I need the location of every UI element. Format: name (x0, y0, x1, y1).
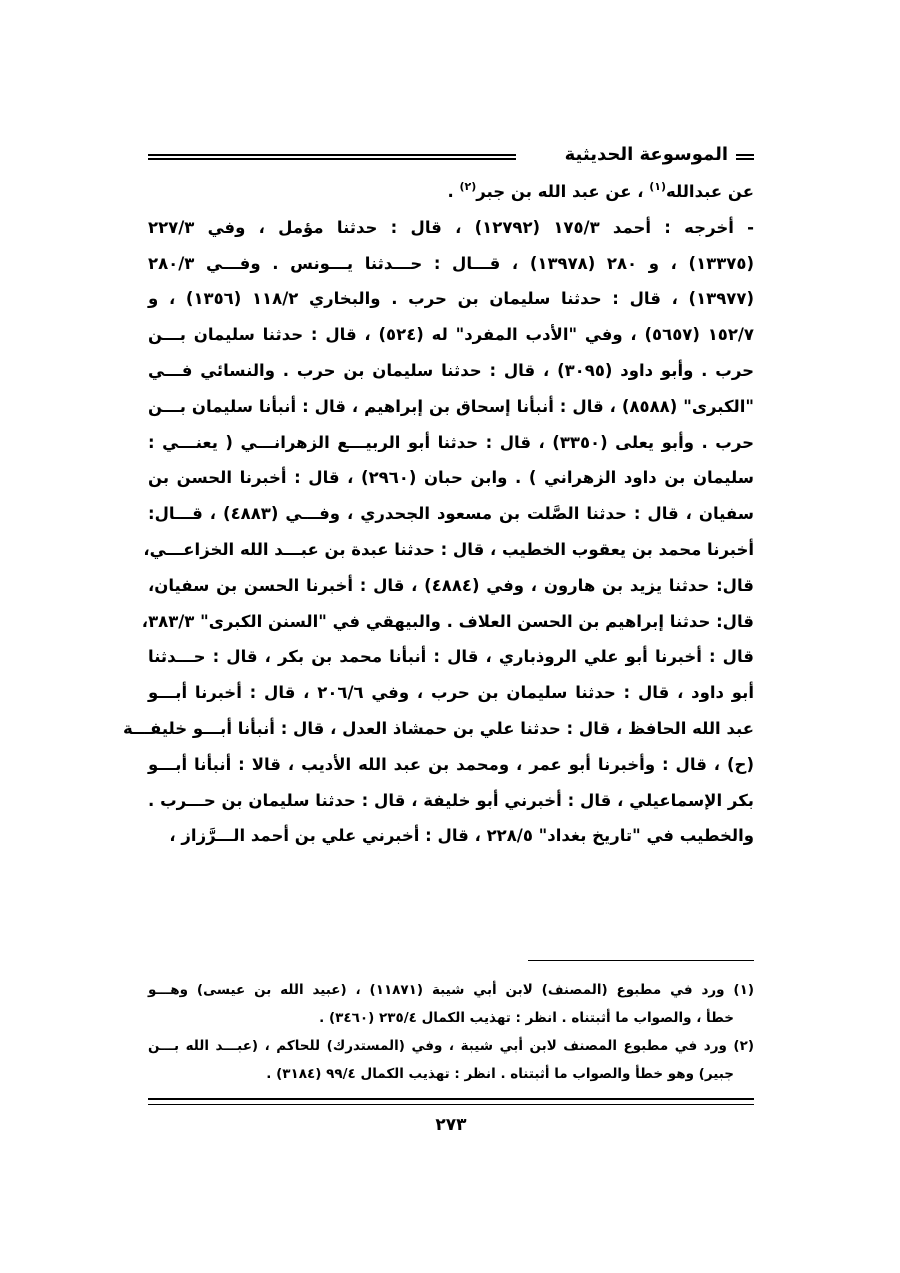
text-line (148, 174, 754, 210)
text-line: أبو داود ، قال : حدثنا سليمان بن حرب ، وفي ٢٠٦/٦ ، قال : أخبرنا أبـــو (148, 683, 754, 703)
header-title: الموسوعة الحديثية (564, 144, 728, 165)
footnotes (148, 976, 754, 1088)
footnote-ref[interactable]: (١) (649, 180, 666, 193)
text-line: "الكبرى" (٨٥٨٨) ، قال : أنبأنا إسحاق بن إبراهيم ، قال : أنبأنا سليمان بـــن (148, 396, 754, 416)
book-page (123, 140, 754, 1160)
header-rule-left (148, 154, 516, 160)
text-line: والخطيب في "تاريخ بغداد" ٢٢٨/٥ ، قال : أخبرني علي بن أحمد الـــرَّزاز ، (169, 826, 754, 846)
text-line: بكر الإسماعيلي ، قال : أخبرني أبو خليفة ، قال : حدثنا سليمان بن حـــرب . (148, 790, 754, 810)
text-line: قال: حدثنا يزيد بن هارون ، وفي (٤٨٨٤) ، قال : أخبرنا الحسن بن سفيان، (148, 575, 754, 595)
footnote-2: (٢) ورد في مطبوع المصنف لابن أبي شيبة ، وفي (المستدرك) للحاكم ، (عبـــد الله بـــن (148, 1038, 754, 1054)
text-line: (١٣٩٧٧) ، قال : حدثنا سليمان بن حرب . والبخاري ١١٨/٢ (١٣٥٦) ، و (148, 289, 754, 309)
page-number: ٢٧٣ (435, 1115, 467, 1135)
text-line: قال: حدثنا إبراهيم بن الحسن العلاف . والبيهقي في "السنن الكبرى" ٣٨٣/٣، (141, 611, 754, 631)
text-line: (١٣٣٧٥) ، و ٢٨٠ (١٣٩٧٨) ، قـــال : حـــدثنا يـــونس . وفـــي ٢٨٠/٣ (148, 253, 754, 273)
text-line: قال : أخبرنا أبو علي الروذباري ، قال : أنبأنا محمد بن بكر ، قال : حـــدثنا (148, 647, 754, 667)
text-segment: عن عبدالله (666, 182, 754, 201)
text-line: أخبرنا محمد بن يعقوب الخطيب ، قال : حدثنا عبدة بن عبـــد الله الخزاعـــي، (143, 539, 754, 559)
text-segment: . (447, 182, 460, 201)
text-segment: ، عن عبد الله بن جبر (476, 182, 650, 201)
footnote-1: (١) ورد في مطبوع (المصنف) لابن أبي شيبة (١١٨٧١) ، (عبيد الله بن عيسى) وهـــو (148, 982, 754, 998)
text-line: - أخرجه : أحمد ١٧٥/٣ (١٢٧٩٢) ، قال : حدثنا مؤمل ، وفي ٢٢٧/٣ (148, 217, 754, 237)
footnote-separator (528, 960, 754, 961)
main-text (123, 174, 754, 854)
text-line: (ح) ، قال : وأخبرنا أبو عمر ، ومحمد بن عبد الله الأديب ، قالا : أنبأنا أبـــو (148, 754, 754, 774)
footnote-1-cont: خطأ ، والصواب ما أثبتناه . انظر : تهذيب الكمال ٢٣٥/٤ (٣٤٦٠) . (319, 1010, 734, 1026)
text-line: حرب . وأبو داود (٣٠٩٥) ، قال : حدثنا سليمان بن حرب . والنسائي فـــي (148, 360, 754, 380)
header-rule-right (736, 154, 754, 160)
text-line: سفيان ، قال : حدثنا الصَّلت بن مسعود الجحدري ، وفـــي (٤٨٨٣) ، قـــال: (148, 504, 754, 524)
text-line: ١٥٢/٧ (٥٦٥٧) ، وفي "الأدب المفرد" له (٥٢٤) ، قال : حدثنا سليمان بـــن (148, 325, 754, 345)
footnote-ref[interactable]: (٢) (459, 180, 477, 193)
bottom-rule (148, 1098, 754, 1105)
footnote-2-cont: جبير) وهو خطأ والصواب ما أثبتناه . انظر : تهذيب الكمال ٩٩/٤ (٣١٨٤) . (266, 1066, 734, 1082)
text-line: عبد الله الحافظ ، قال : حدثنا علي بن حمشاذ العدل ، قال : أنبأنا أبـــو خليفـــة (123, 718, 754, 738)
text-line: سليمان بن داود الزهراني ) . وابن حبان (٢٩٦٠) ، قال : أخبرنا الحسن بن (148, 468, 754, 488)
text-line: حرب . وأبو يعلى (٣٣٥٠) ، قال : حدثنا أبو الربيـــع الزهرانـــي ( يعنـــي : (148, 432, 754, 452)
